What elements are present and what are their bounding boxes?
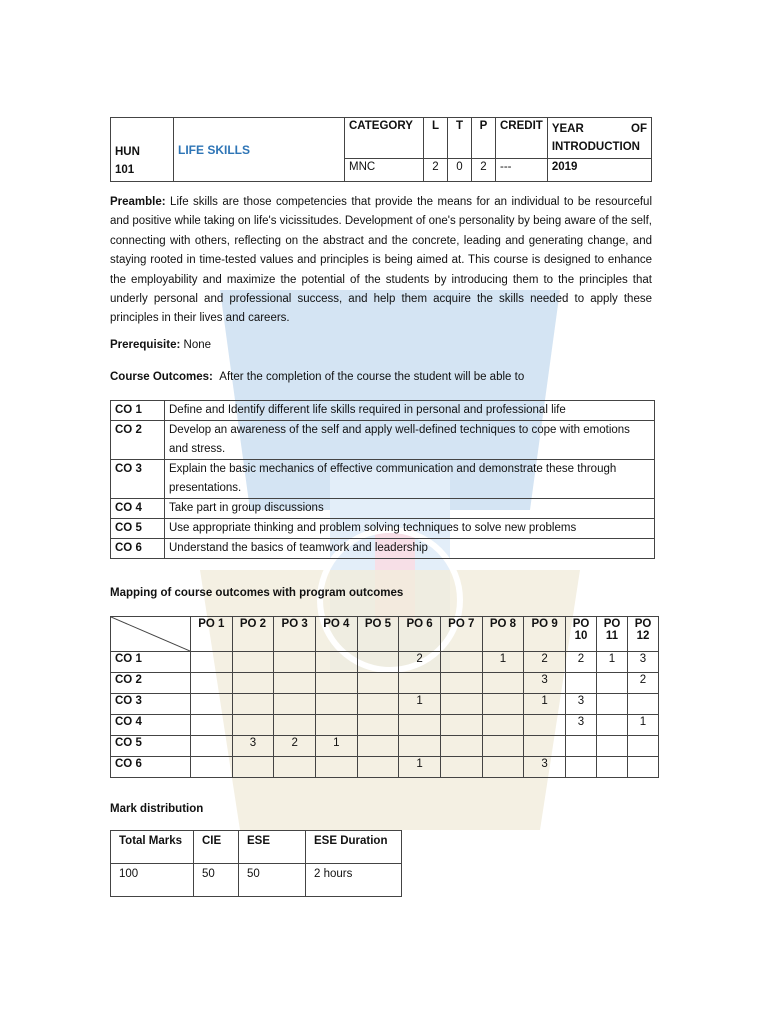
mapping-cell [191,736,233,757]
year-label [547,118,651,159]
mapping-cell [274,757,316,778]
course-code-line1: HUN [115,146,140,158]
mapping-cell: 1 [628,715,659,736]
mapping-cell [597,694,628,715]
po-header: PO 11 [597,617,628,652]
mapping-cell [274,652,316,673]
mapping-cell: 1 [315,736,357,757]
mapping-cell: 1 [482,652,524,673]
po-header: PO 9 [524,617,566,652]
mapping-cell [274,694,316,715]
t-value: 0 [448,159,472,182]
table-row [111,499,655,519]
ese-duration-header: ESE Duration [306,831,402,864]
course-outcomes-intro-text: After the completion of the course the student will be able to [219,371,525,383]
mapping-cell: 3 [628,652,659,673]
mapping-cell [482,736,524,757]
mapping-cell [357,715,399,736]
mapping-cell [357,757,399,778]
table-row [111,694,659,715]
mapping-cell [399,673,441,694]
mapping-cell [274,673,316,694]
course-outcomes-table [110,400,655,559]
table-row [111,460,655,499]
mapping-cell [566,757,597,778]
prerequisite-value: None [183,339,212,351]
mapping-cell [482,673,524,694]
po-header: PO 6 [399,617,441,652]
mapping-cell [597,736,628,757]
po-header: PO 3 [274,617,316,652]
co-description: Take part in group discussions [165,499,655,519]
cie-header: CIE [194,831,239,864]
mapping-cell [191,652,233,673]
mapping-cell: 1 [399,757,441,778]
prerequisite-label: Prerequisite: [110,339,181,351]
total-marks-header: Total Marks [111,831,194,864]
category-label: CATEGORY [345,118,424,159]
mapping-cell [440,736,482,757]
co-description: Understand the basics of teamwork and leadership [165,539,655,559]
year-label-word: YEAR [551,123,584,135]
course-code [111,118,174,182]
p-label: P [472,118,496,159]
mapping-cell: 1 [524,694,566,715]
p-value: 2 [472,159,496,182]
mapping-cell [357,694,399,715]
mapping-cell [597,715,628,736]
year-label-of: OF [631,123,647,135]
preamble-paragraph [110,193,652,329]
course-header-table [110,117,652,182]
mapping-cell [191,673,233,694]
year-label-introduction: INTRODUCTION [551,141,640,153]
po-header: PO 7 [440,617,482,652]
mapping-cell: 2 [274,736,316,757]
mapping-cell: 3 [524,757,566,778]
co-code: CO 6 [111,539,165,559]
mapping-header-row [111,617,659,652]
mapping-cell [191,715,233,736]
course-code-line2: 101 [115,164,135,176]
mapping-cell: 3 [566,694,597,715]
mapping-cell [232,757,274,778]
mapping-cell [628,757,659,778]
co-description: Use appropriate thinking and problem solving techniques to solve new problems [165,519,655,539]
mapping-cell: 3 [232,736,274,757]
course-outcomes-intro [110,371,652,383]
l-value: 2 [424,159,448,182]
ese-value: 50 [239,864,306,897]
mapping-cell [357,652,399,673]
mapping-cell [191,757,233,778]
mapping-cell: 3 [566,715,597,736]
co-description: Develop an awareness of the self and apply well-defined techniques to cope with emotions and stress. [165,421,655,460]
prerequisite-line [110,339,652,351]
co-row-label: CO 5 [111,736,191,757]
mapping-title: Mapping of course outcomes with program outcomes [110,587,404,599]
mapping-cell [315,757,357,778]
mapping-cell [315,673,357,694]
total-marks-value: 100 [111,864,194,897]
mapping-cell [440,757,482,778]
po-header: PO 12 [628,617,659,652]
co-row-label: CO 4 [111,715,191,736]
table-row [111,831,402,864]
po-header: PO 5 [357,617,399,652]
mapping-cell [440,673,482,694]
mapping-cell [315,694,357,715]
preamble-label: Preamble: [110,196,166,208]
co-row-label: CO 2 [111,673,191,694]
credit-label: CREDIT [496,118,548,159]
co-row-label: CO 1 [111,652,191,673]
mapping-cell [315,652,357,673]
table-row [111,652,659,673]
table-row [111,736,659,757]
mapping-cell [482,715,524,736]
co-code: CO 4 [111,499,165,519]
mapping-cell [482,757,524,778]
table-row [111,401,655,421]
mapping-cell [191,694,233,715]
mapping-cell: 3 [524,673,566,694]
mark-distribution-table [110,830,402,897]
mapping-cell [628,736,659,757]
mapping-cell [524,736,566,757]
po-header: PO 4 [315,617,357,652]
cie-value: 50 [194,864,239,897]
mapping-cell [315,715,357,736]
table-row [111,673,659,694]
category-value: MNC [345,159,424,182]
mapping-cell [232,673,274,694]
mapping-cell [440,652,482,673]
mapping-cell [566,736,597,757]
table-row [111,864,402,897]
table-row [111,715,659,736]
table-row [111,757,659,778]
co-description: Define and Identify different life skills required in personal and professional life [165,401,655,421]
mapping-cell: 1 [597,652,628,673]
mapping-cell [440,715,482,736]
co-row-label: CO 6 [111,757,191,778]
mapping-cell [597,673,628,694]
table-row [111,421,655,460]
mapping-cell: 2 [628,673,659,694]
co-po-mapping-table [110,616,659,778]
mapping-cell [524,715,566,736]
preamble-text: Life skills are those competencies that provide the means for an individual to be resourceful and positive while taking on life's vicissitudes. Development of one's personality by being aware of the self, connecting with others, reflecting on the abstract and the concrete, leading and generating change, and staying rooted in time-tested values and principles is being aimed at. This course is designed to enhance the employability and maximize the potential of the students by introducing them to the principles that underly personal and professional success, and help them acquire the skills needed to apply these principles in their lives and careers. [110,196,652,325]
mapping-cell [232,652,274,673]
co-code: CO 1 [111,401,165,421]
mapping-cell: 2 [524,652,566,673]
mark-distribution-title: Mark distribution [110,803,204,815]
po-header: PO 1 [191,617,233,652]
mapping-cell [440,694,482,715]
l-label: L [424,118,448,159]
mapping-cell: 2 [399,652,441,673]
mapping-cell [399,736,441,757]
table-row [111,539,655,559]
po-header: PO 10 [566,617,597,652]
co-row-label: CO 3 [111,694,191,715]
po-header: PO 8 [482,617,524,652]
co-code: CO 5 [111,519,165,539]
diagonal-line [111,617,190,651]
mapping-cell [274,715,316,736]
mapping-cell [628,694,659,715]
mapping-cell [232,715,274,736]
t-label: T [448,118,472,159]
course-outcomes-label: Course Outcomes: [110,371,213,383]
mapping-cell [357,673,399,694]
mapping-cell [399,715,441,736]
co-description: Explain the basic mechanics of effective communication and demonstrate these through presentations. [165,460,655,499]
mapping-cell [482,694,524,715]
year-value: 2019 [547,159,651,182]
mapping-cell: 2 [566,652,597,673]
mapping-cell [357,736,399,757]
ese-duration-value: 2 hours [306,864,402,897]
ese-header: ESE [239,831,306,864]
mapping-cell [232,694,274,715]
table-row [111,519,655,539]
mapping-cell [597,757,628,778]
co-code: CO 2 [111,421,165,460]
mapping-cell: 1 [399,694,441,715]
course-title: LIFE SKILLS [174,118,345,182]
po-header: PO 2 [232,617,274,652]
diagonal-corner-cell [111,617,191,652]
co-code: CO 3 [111,460,165,499]
credit-value: --- [496,159,548,182]
mapping-body [111,652,659,778]
mapping-cell [566,673,597,694]
